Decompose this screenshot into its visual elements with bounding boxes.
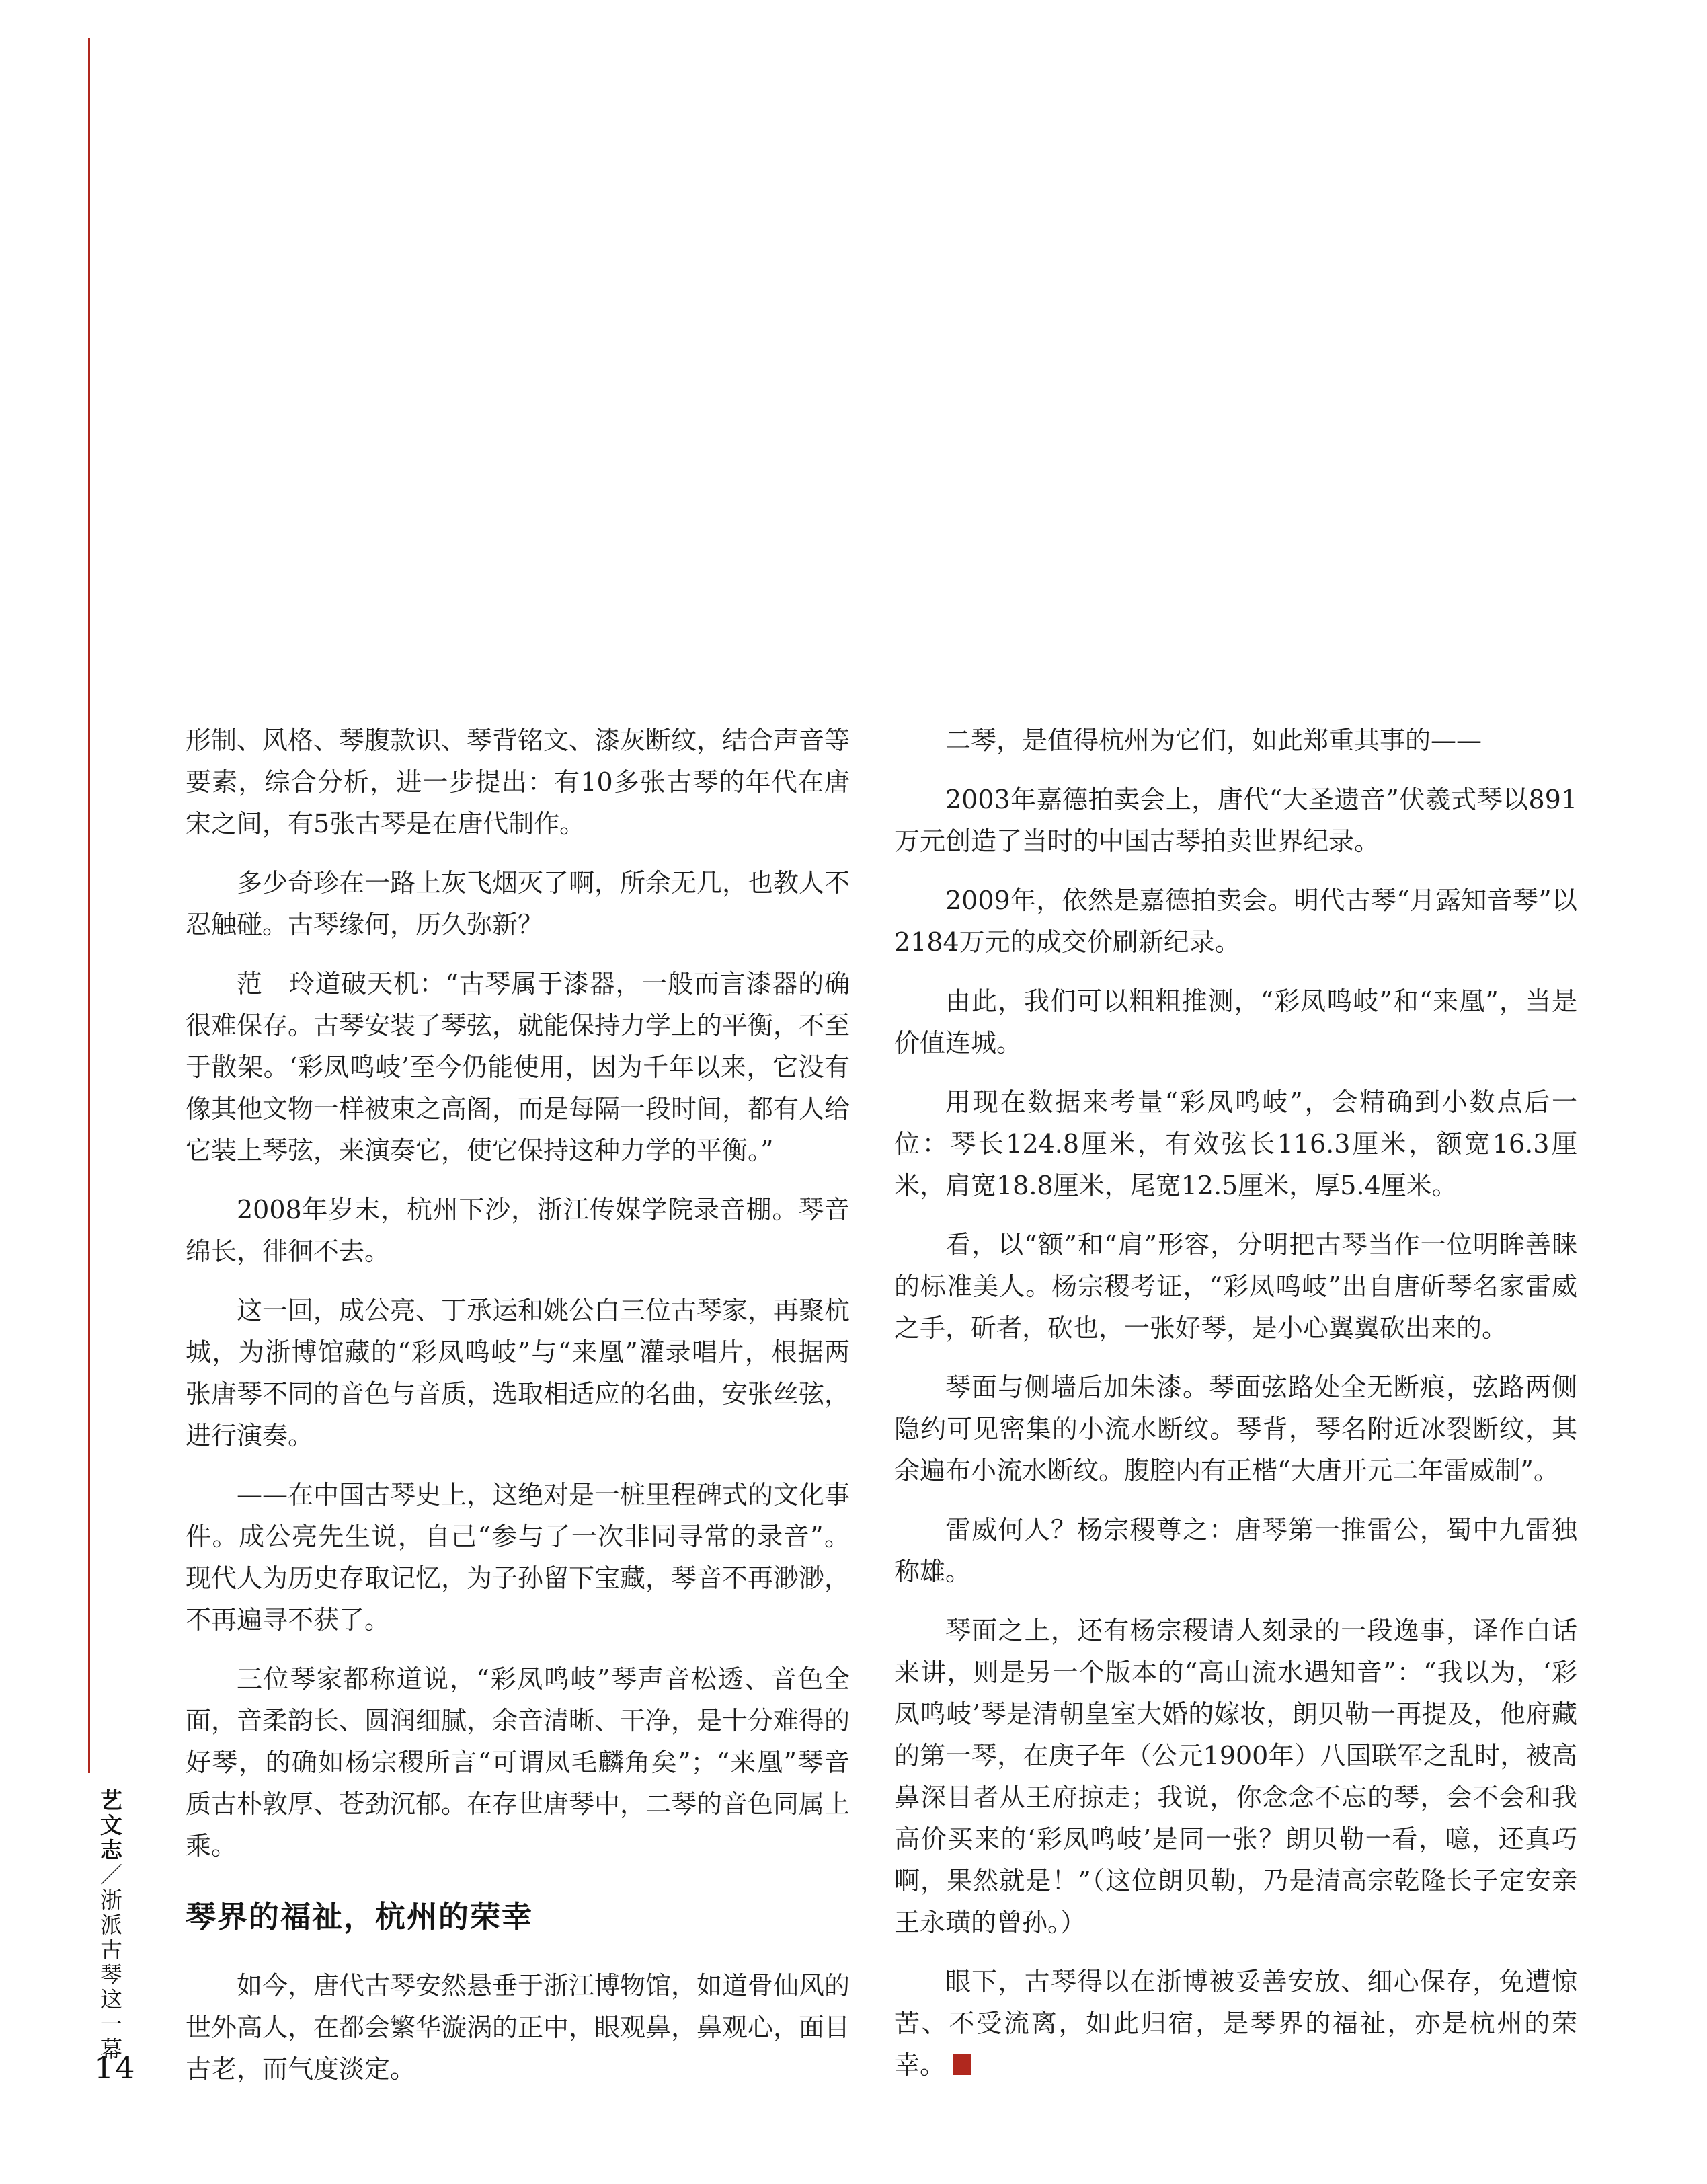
left-column	[186, 719, 850, 2107]
paragraph: 看，以“额”和“肩”形容，分明把古琴当作一位明眸善睐的标准美人。杨宗稷考证，“彩凤鸣岐”出自唐斫琴名家雷威之手，斫者，砍也，一张好琴，是小心翼翼砍出来的。	[894, 1230, 1577, 1343]
paragraph: 2008年岁末，杭州下沙，浙江传媒学院录音棚。琴音绵长，徘徊不去。	[186, 1195, 850, 1266]
subsection-heading: 琴界的福祉，杭州的荣幸	[186, 1899, 534, 1935]
paragraph: 琴面之上，还有杨宗稷请人刻录的一段逸事，译作白话来讲，则是另一个版本的“高山流水遇知音”：“我以为，‘彩凤鸣岐’琴是清朝皇室大婚的嫁妆，朗贝勒一再提及，他府藏的第一琴，在庚子年（公元1900年）八国联军之乱时，被高鼻深目者从王府掠走；我说，你念念不忘的琴，会不会和我高价买来的‘彩凤鸣岐’是同一张？朗贝勒一看，噫，还真巧啊，果然就是！”（这位朗贝勒，乃是清高宗乾隆长子定安亲王永璜的曾孙。）	[894, 1616, 1577, 1937]
paragraph: 三位琴家都称道说，“彩凤鸣岐”琴声音松透、音色全面，音柔韵长、圆润细腻，余音清晰、干净，是十分难得的好琴，的确如杨宗稷所言“可谓凤毛麟角矣”；“来凰”琴音质古朴敦厚、苍劲沉郁。在存世唐琴中，二琴的音色同属上乘。	[186, 1664, 850, 1861]
paragraph: 用现在数据来考量“彩凤鸣岐”，会精确到小数点后一位：琴长124.8厘米，有效弦长116.3厘米，额宽16.3厘米，肩宽18.8厘米，尾宽12.5厘米，厚5.4厘米。	[894, 1087, 1577, 1200]
section-label-vertical	[94, 1789, 126, 2071]
paragraph: 这一回，成公亮、丁承运和姚公白三位古琴家，再聚杭城，为浙博馆藏的“彩凤鸣岐”与“来凰”灌录唱片，根据两张唐琴不同的音色与音质，选取相适应的名曲，安张丝弦，进行演奏。	[186, 1296, 850, 1450]
paragraph: 眼下，古琴得以在浙博被妥善安放、细心保存，免遭惊苦、不受流离，如此归宿，是琴界的福祉，亦是杭州的荣幸。	[894, 1967, 1577, 2080]
section-slash: ／	[97, 1863, 123, 1888]
paragraph: 雷威何人？杨宗稷尊之：唐琴第一推雷公，蜀中九雷独称雄。	[894, 1515, 1577, 1586]
paragraph: 形制、风格、琴腹款识、琴背铭文、漆灰断纹，结合声音等要素，综合分析，进一步提出：有10多张古琴的年代在唐宋之间，有5张古琴是在唐代制作。	[186, 726, 850, 838]
article-end-mark	[953, 2054, 971, 2075]
paragraph: 琴面与侧墙后加朱漆。琴面弦路处全无断痕，弦路两侧隐约可见密集的小流水断纹。琴背，琴名附近冰裂断纹，其余遍布小流水断纹。腹腔内有正楷“大唐开元二年雷威制”。	[894, 1372, 1577, 1485]
section-rule	[88, 38, 90, 1773]
paragraph: 多少奇珍在一路上灰飞烟灭了啊，所余无几，也教人不忍触碰。古琴缘何，历久弥新？	[186, 868, 850, 939]
right-column	[894, 719, 1577, 2103]
section-name: 艺文志	[97, 1789, 123, 1863]
paragraph: 范 玲道破天机：“古琴属于漆器，一般而言漆器的确很难保存。古琴安装了琴弦，就能保持力学上的平衡，不至于散架。‘彩凤鸣岐’至今仍能使用，因为千年以来，它没有像其他文物一样被束之高阁，而是每隔一段时间，都有人给它装上琴弦，来演奏它，使它保持这种力学的平衡。”	[186, 969, 850, 1165]
paragraph: 由此，我们可以粗粗推测，“彩凤鸣岐”和“来凰”，当是价值连城。	[894, 986, 1577, 1058]
paragraph: 2009年，依然是嘉德拍卖会。明代古琴“月露知音琴”以2184万元的成交价刷新纪录。	[894, 886, 1577, 957]
paragraph: 2003年嘉德拍卖会上，唐代“大圣遗音”伏羲式琴以891万元创造了当时的中国古琴拍卖世界纪录。	[894, 785, 1577, 856]
paragraph: 如今，唐代古琴安然悬垂于浙江博物馆，如道骨仙风的世外高人，在都会繁华漩涡的正中，眼观鼻，鼻观心，面目古老，而气度淡定。	[186, 1971, 850, 2084]
paragraph: 二琴，是值得杭州为它们，如此郑重其事的——	[945, 726, 1482, 755]
paragraph: ——在中国古琴史上，这绝对是一桩里程碑式的文化事件。成公亮先生说，自己“参与了一次非同寻常的录音”。现代人为历史存取记忆，为子孙留下宝藏，琴音不再渺渺，不再遍寻不获了。	[186, 1480, 850, 1635]
page-number: 14	[94, 2050, 136, 2086]
article-title-vertical: 浙派古琴这一幕	[97, 1888, 123, 2062]
